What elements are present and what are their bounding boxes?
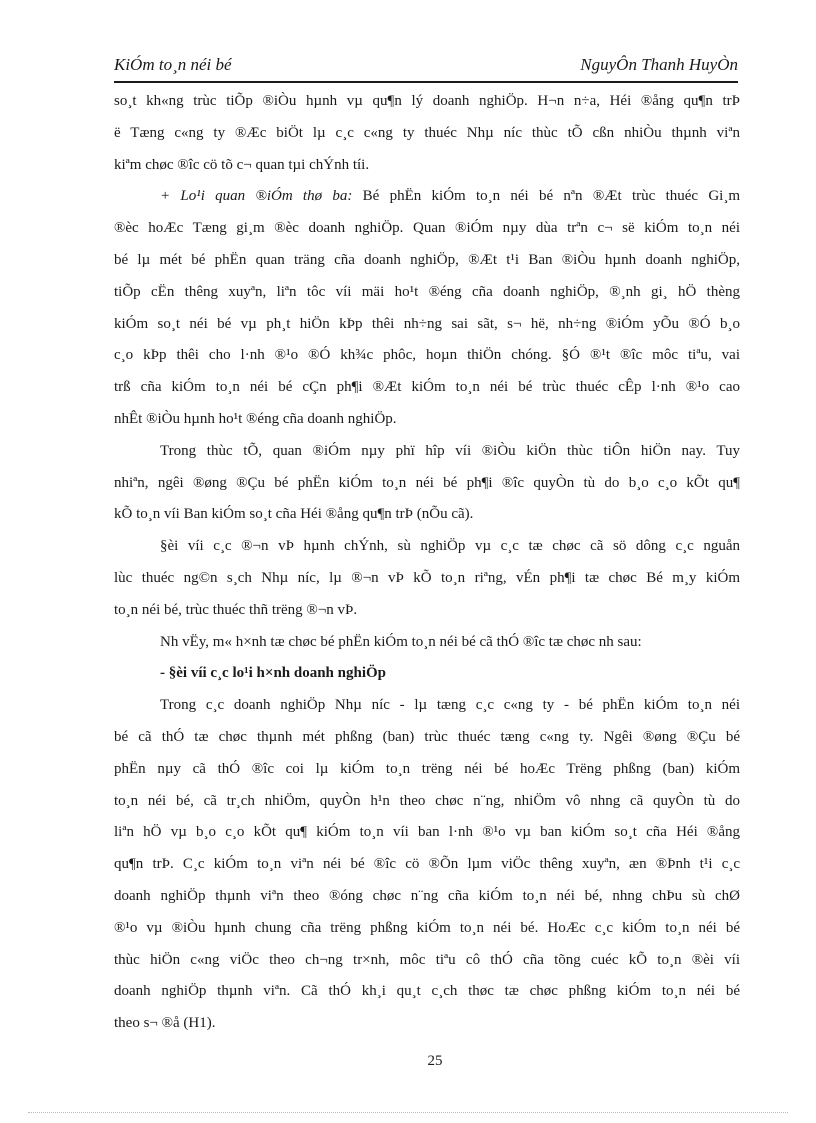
paragraph	[114, 627, 740, 659]
text-line: to¸n néi bé, cã tr¸ch nhiÖm, quyÒn h¹n theo chøc n¨ng, nhiÖm vô nhng cã quyÒn tù do	[114, 792, 740, 809]
paragraph	[114, 531, 740, 626]
text-line: bé cã thÓ tæ chøc thµnh mét phßng (ban) trùc thuéc tæng c«ng ty. Ngêi ®øng ®Çu bé	[114, 728, 740, 745]
text-line: kÕ to¸n víi Ban kiÓm so¸t cña Héi ®ång qu¶n trÞ (nÕu cã).	[114, 506, 474, 523]
text-line: lùc thuéc ng©n s¸ch Nhµ níc, lµ ®¬n vÞ kÕ to¸n riªng, vÉn ph¶i tæ chøc Bé m¸y kiÓm	[114, 569, 740, 586]
text-line: qu¶n trÞ. C¸c kiÓm to¸n viªn néi bé ®îc cö ®Õn lµm viÖc thêng xuyªn, æn ®Þnh t¹i c¸c	[114, 856, 740, 873]
text-line: ®¹o vµ ®iÒu hµnh chung cña trëng phßng kiÓm to¸n néi bé. HoÆc c¸c kiÓm to¸n néi bé	[114, 919, 740, 936]
page-number: 25	[427, 1053, 443, 1069]
text-line: thùc hiÖn c«ng viÖc theo ch¬ng tr×nh, môc tiªu cô thÓ cña tõng cuéc kÕ to¸n ®èi víi	[114, 951, 740, 968]
text-line: Trong c¸c doanh nghiÖp Nhµ níc - lµ tæng c¸c c«ng ty - bé phËn kiÓm to¸n néi	[160, 697, 740, 714]
text-line: to¸n néi bé, trùc thuéc thñ trëng ®¬n vÞ.	[114, 601, 358, 618]
header-title: KiÓm to¸n néi bé	[114, 55, 232, 74]
section-heading	[114, 658, 740, 690]
page-bottom-divider	[28, 1112, 788, 1113]
lead-in: + Lo¹i quan ®iÓm thø ba:	[160, 188, 353, 205]
text-line: - §èi víi c¸c lo¹i h×nh doanh nghiÖp	[160, 665, 387, 682]
text-line: tiÕp cËn thêng xuyªn, liªn tôc víi mäi ho¹t ®éng cña doanh nghiÖp, ®¸nh gi¸ hÖ thèng	[114, 283, 740, 300]
text-line: §èi víi c¸c ®¬n vÞ hµnh chÝnh, sù nghiÖp vµ c¸c tæ chøc cã sö dông c¸c nguån	[160, 538, 740, 555]
text-line: nhÊt ®iÒu hµnh ho¹t ®éng cña doanh nghiÖp.	[114, 410, 397, 427]
text-line	[114, 181, 740, 213]
text-line: liªn hÖ vµ b¸o c¸o kÕt qu¶ kiÓm to¸n víi ban l·nh ®¹o vµ ban kiÓm so¸t cña Héi ®ång	[114, 824, 740, 841]
text-line: ë Tæng c«ng ty ®Æc biÖt lµ c¸c c«ng ty thuéc Nhµ níc thùc tÕ cßn nhiÒu thµnh viªn	[114, 124, 740, 141]
text-line: ®èc hoÆc Tæng gi¸m ®èc doanh nghiÖp. Quan ®iÓm nµy dùa trªn c¬ së kiÓm to¸n néi	[114, 220, 740, 237]
paragraph	[114, 690, 740, 1040]
text-fragment: Bé phËn kiÓm to¸n néi bé nªn ®Æt trùc thuéc Gi¸m	[362, 188, 740, 205]
text-line: doanh nghiÖp thµnh viªn. Cã thÓ kh¸i qu¸t c¸ch thøc tæ chøc phßng kiÓm to¸n néi bé	[114, 983, 740, 1000]
text-line: trß cña kiÓm to¸n néi bé cÇn ph¶i ®Æt kiÓm to¸n néi bé trùc thuéc cÊp l·nh ®¹o cao	[114, 379, 740, 396]
text-line: theo s¬ ®å (H1).	[114, 1015, 216, 1032]
text-line: phËn nµy cã thÓ ®îc coi lµ kiÓm to¸n trëng néi bé hoÆc Trëng phßng (ban) kiÓm	[114, 760, 740, 777]
text-line: bé lµ mét bé phËn quan träng cña doanh nghiÖp, ®Æt t¹i Ban ®iÒu hµnh doanh nghiÖp,	[114, 251, 740, 268]
paragraph	[114, 181, 740, 435]
text-line: Trong thùc tÕ, quan ®iÓm nµy phï hîp víi ®iÒu kiÖn thùc tiÔn hiÖn nay. Tuy	[160, 442, 740, 459]
paragraph	[114, 86, 740, 181]
text-line: nhiªn, ngêi ®øng ®Çu bé phËn kiÓm to¸n néi bé ph¶i ®îc quyÒn tù do b¸o c¸o kÕt qu¶	[114, 474, 740, 491]
text-line: c¸o kÞp thêi cho l·nh ®¹o ®Ó kh¾c phôc, hoµn thiÖn chóng. §Ó ®¹t ®îc môc tiªu, vai	[114, 347, 740, 364]
text-line: so¸t kh«ng trùc tiÕp ®iÒu hµnh vµ qu¶n lý doanh nghiÖp. H¬n n÷a, Héi ®ång qu¶n trÞ	[114, 93, 740, 109]
page-header	[114, 51, 738, 83]
paragraph	[114, 436, 740, 531]
document-body	[114, 86, 740, 1040]
text-line: Nh vËy, m« h×nh tæ chøc bé phËn kiÓm to¸n néi bé cã thÓ ®îc tæ chøc nh sau:	[160, 633, 642, 650]
text-line: kiªm chøc ®îc cö tõ c¬ quan tµi chÝnh tíi.	[114, 156, 370, 173]
header-author: NguyÔn Thanh HuyÒn	[580, 55, 738, 74]
text-line: kiÓm so¸t néi bé vµ ph¸t hiÖn kÞp thêi nh÷ng sai sãt, s¬ hë, nh÷ng ®iÓm yÕu ®Ó b¸o	[114, 315, 740, 332]
text-line: doanh nghiÖp thµnh viªn theo ®óng chøc n¨ng cña kiÓm to¸n néi bé, nhng chÞu sù chØ	[114, 887, 740, 904]
